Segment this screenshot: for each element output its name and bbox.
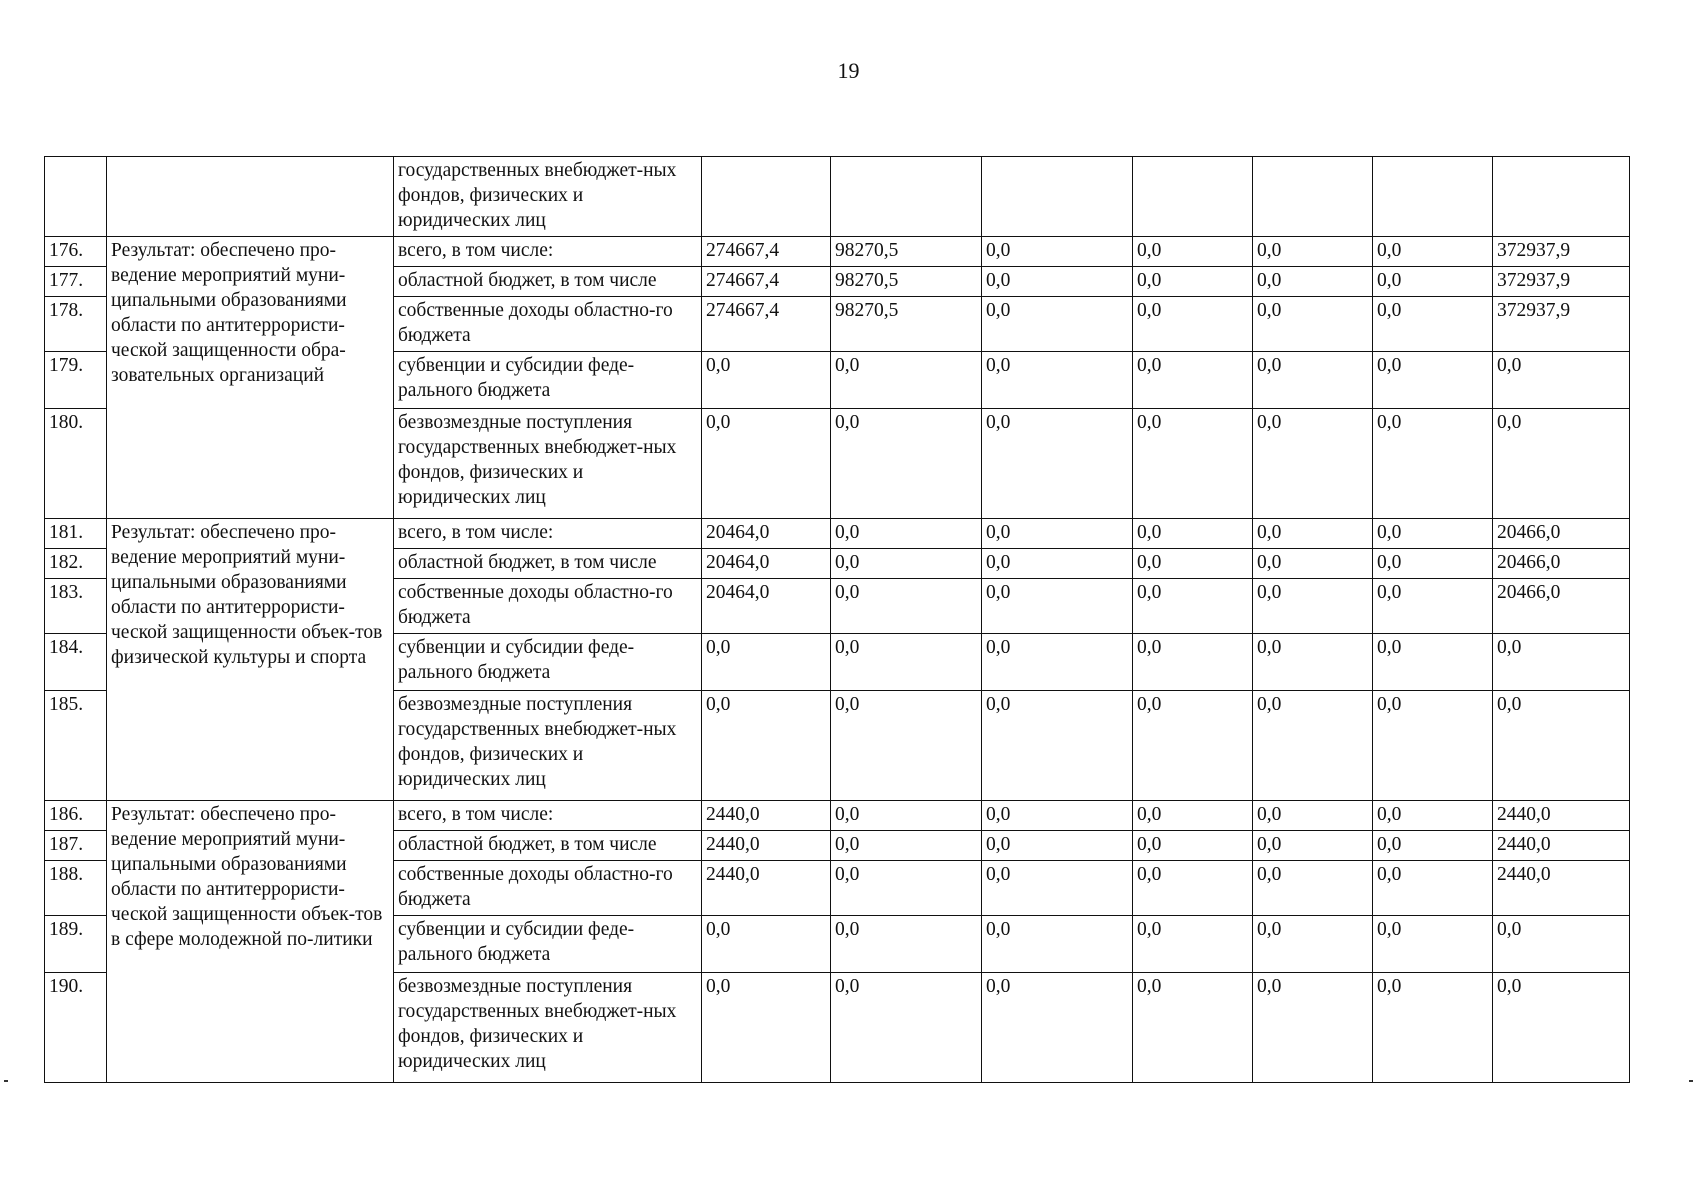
value-cell: 0,0 (831, 916, 982, 973)
value-cell: 20464,0 (702, 579, 831, 634)
result-cell: Результат: обеспечено про-ведение мероприятий муни-ципальными образованиями области по антитеррористи-ческой защищенности обра-зовательных организаций (107, 237, 394, 519)
value-cell: 0,0 (1253, 409, 1373, 519)
value-cell: 98270,5 (831, 267, 982, 297)
value-cell: 0,0 (1133, 352, 1253, 409)
value-cell: 0,0 (1253, 519, 1373, 549)
value-cell: 0,0 (1253, 801, 1373, 831)
value-cell: 0,0 (702, 916, 831, 973)
value-cell: 0,0 (831, 861, 982, 916)
value-cell: 0,0 (982, 579, 1133, 634)
value-cell: 0,0 (831, 519, 982, 549)
value-cell: 0,0 (1253, 352, 1373, 409)
value-cell: 0,0 (1253, 634, 1373, 691)
value-cell: 0,0 (1253, 831, 1373, 861)
funding-source-cell: собственные доходы областно-го бюджета (394, 861, 702, 916)
funding-source-cell: субвенции и субсидии феде-рального бюджета (394, 352, 702, 409)
value-cell: 0,0 (1253, 916, 1373, 973)
value-cell: 2440,0 (1493, 801, 1630, 831)
funding-source-cell: всего, в том числе: (394, 801, 702, 831)
page-number: 19 (837, 58, 860, 83)
value-cell (1253, 157, 1373, 237)
value-cell (982, 157, 1133, 237)
value-cell: 0,0 (982, 831, 1133, 861)
value-cell: 0,0 (1253, 237, 1373, 267)
value-cell: 20466,0 (1493, 549, 1630, 579)
value-cell: 0,0 (831, 409, 982, 519)
funding-source-cell: субвенции и субсидии феде-рального бюджета (394, 916, 702, 973)
value-cell: 0,0 (1493, 634, 1630, 691)
value-cell: 0,0 (1133, 831, 1253, 861)
value-cell: 0,0 (702, 691, 831, 801)
value-cell: 0,0 (1133, 861, 1253, 916)
funding-source-cell: областной бюджет, в том числе (394, 831, 702, 861)
value-cell: 0,0 (1493, 973, 1630, 1083)
value-cell: 274667,4 (702, 267, 831, 297)
value-cell (1133, 157, 1253, 237)
value-cell: 0,0 (1373, 801, 1493, 831)
value-cell: 0,0 (982, 237, 1133, 267)
row-number-cell: 176. (45, 237, 107, 267)
continuation-row (45, 157, 1630, 237)
value-cell: 372937,9 (1493, 297, 1630, 352)
value-cell: 0,0 (982, 916, 1133, 973)
value-cell: 0,0 (1373, 634, 1493, 691)
row-number-cell: 186. (45, 801, 107, 831)
value-cell: 0,0 (1373, 861, 1493, 916)
value-cell: 0,0 (1373, 916, 1493, 973)
value-cell: 0,0 (831, 801, 982, 831)
value-cell: 0,0 (1253, 267, 1373, 297)
table-row (45, 519, 1630, 549)
row-number-cell: 188. (45, 861, 107, 916)
value-cell: 0,0 (1253, 973, 1373, 1083)
value-cell: 0,0 (1493, 409, 1630, 519)
value-cell: 0,0 (1373, 549, 1493, 579)
funding-source-cell: безвозмездные поступления государственных внебюджет-ных фондов, физических и юридических лиц (394, 691, 702, 801)
value-cell: 0,0 (1133, 634, 1253, 691)
value-cell: 20464,0 (702, 549, 831, 579)
value-cell: 20466,0 (1493, 579, 1630, 634)
value-cell: 0,0 (702, 973, 831, 1083)
row-number-cell: 177. (45, 267, 107, 297)
value-cell: 0,0 (982, 297, 1133, 352)
funding-source-cell: собственные доходы областно-го бюджета (394, 579, 702, 634)
value-cell: 0,0 (831, 691, 982, 801)
value-cell: 0,0 (982, 409, 1133, 519)
funding-source-cell: безвозмездные поступления государственных внебюджет-ных фондов, физических и юридических лиц (394, 973, 702, 1083)
left-margin-mark (4, 1080, 8, 1082)
row-number-cell: 179. (45, 352, 107, 409)
value-cell: 0,0 (1253, 297, 1373, 352)
value-cell: 0,0 (1133, 801, 1253, 831)
value-cell: 0,0 (1133, 267, 1253, 297)
value-cell: 274667,4 (702, 297, 831, 352)
value-cell: 20464,0 (702, 519, 831, 549)
value-cell: 2440,0 (702, 831, 831, 861)
value-cell: 0,0 (1253, 549, 1373, 579)
value-cell (831, 157, 982, 237)
value-cell: 0,0 (831, 831, 982, 861)
value-cell: 0,0 (1373, 691, 1493, 801)
row-number-cell: 183. (45, 579, 107, 634)
value-cell: 0,0 (702, 352, 831, 409)
funding-source-cell: государственных внебюджет-ных фондов, физических и юридических лиц (394, 157, 702, 237)
value-cell: 2440,0 (1493, 831, 1630, 861)
value-cell: 98270,5 (831, 297, 982, 352)
value-cell: 2440,0 (1493, 861, 1630, 916)
value-cell: 98270,5 (831, 237, 982, 267)
value-cell: 372937,9 (1493, 237, 1630, 267)
value-cell: 0,0 (831, 352, 982, 409)
value-cell: 0,0 (1373, 297, 1493, 352)
value-cell: 0,0 (982, 634, 1133, 691)
value-cell: 0,0 (1373, 267, 1493, 297)
value-cell (1493, 157, 1630, 237)
row-number-cell: 178. (45, 297, 107, 352)
value-cell: 0,0 (1373, 409, 1493, 519)
row-number-cell: 180. (45, 409, 107, 519)
funding-source-cell: областной бюджет, в том числе (394, 549, 702, 579)
value-cell: 2440,0 (702, 861, 831, 916)
right-margin-mark (1689, 1080, 1693, 1082)
value-cell: 0,0 (1133, 409, 1253, 519)
row-number-cell: 185. (45, 691, 107, 801)
value-cell: 0,0 (1373, 831, 1493, 861)
value-cell: 0,0 (1253, 861, 1373, 916)
value-cell: 0,0 (1373, 237, 1493, 267)
value-cell: 0,0 (1253, 579, 1373, 634)
value-cell: 0,0 (1133, 691, 1253, 801)
value-cell: 0,0 (982, 691, 1133, 801)
value-cell: 0,0 (1133, 973, 1253, 1083)
value-cell: 0,0 (982, 861, 1133, 916)
value-cell: 0,0 (1253, 691, 1373, 801)
value-cell: 0,0 (982, 801, 1133, 831)
table-body (45, 157, 1630, 1083)
value-cell: 0,0 (831, 973, 982, 1083)
value-cell: 0,0 (1133, 237, 1253, 267)
funding-source-cell: собственные доходы областно-го бюджета (394, 297, 702, 352)
row-number-cell: 190. (45, 973, 107, 1083)
value-cell (702, 157, 831, 237)
value-cell: 0,0 (831, 549, 982, 579)
row-number-cell: 184. (45, 634, 107, 691)
row-number-cell: 187. (45, 831, 107, 861)
value-cell (1373, 157, 1493, 237)
value-cell: 0,0 (702, 634, 831, 691)
value-cell: 0,0 (982, 519, 1133, 549)
value-cell: 2440,0 (702, 801, 831, 831)
funding-source-cell: всего, в том числе: (394, 237, 702, 267)
funding-source-cell: областной бюджет, в том числе (394, 267, 702, 297)
value-cell: 0,0 (982, 267, 1133, 297)
budget-table (44, 156, 1630, 1083)
row-number-cell (45, 157, 107, 237)
value-cell: 0,0 (1493, 352, 1630, 409)
value-cell: 0,0 (1373, 352, 1493, 409)
table-row (45, 801, 1630, 831)
value-cell: 0,0 (831, 634, 982, 691)
value-cell: 0,0 (1133, 579, 1253, 634)
value-cell: 0,0 (1133, 549, 1253, 579)
value-cell: 0,0 (1493, 691, 1630, 801)
value-cell: 274667,4 (702, 237, 831, 267)
value-cell: 20466,0 (1493, 519, 1630, 549)
table-row (45, 237, 1630, 267)
row-number-cell: 181. (45, 519, 107, 549)
value-cell: 0,0 (831, 579, 982, 634)
value-cell: 0,0 (1373, 579, 1493, 634)
result-cell (107, 157, 394, 237)
value-cell: 0,0 (1133, 519, 1253, 549)
value-cell: 0,0 (1493, 916, 1630, 973)
value-cell: 0,0 (982, 352, 1133, 409)
value-cell: 372937,9 (1493, 267, 1630, 297)
row-number-cell: 182. (45, 549, 107, 579)
row-number-cell: 189. (45, 916, 107, 973)
value-cell: 0,0 (1373, 973, 1493, 1083)
result-cell: Результат: обеспечено про-ведение мероприятий муни-ципальными образованиями области по антитеррористи-ческой защищенности объек-тов физической культуры и спорта (107, 519, 394, 801)
value-cell: 0,0 (1373, 519, 1493, 549)
value-cell: 0,0 (982, 549, 1133, 579)
funding-source-cell: всего, в том числе: (394, 519, 702, 549)
value-cell: 0,0 (1133, 916, 1253, 973)
value-cell: 0,0 (982, 973, 1133, 1083)
result-cell: Результат: обеспечено про-ведение мероприятий муни-ципальными образованиями области по антитеррористи-ческой защищенности объек-тов в сфере молодежной по-литики (107, 801, 394, 1083)
value-cell: 0,0 (702, 409, 831, 519)
funding-source-cell: безвозмездные поступления государственных внебюджет-ных фондов, физических и юридических лиц (394, 409, 702, 519)
value-cell: 0,0 (1133, 297, 1253, 352)
funding-source-cell: субвенции и субсидии феде-рального бюджета (394, 634, 702, 691)
